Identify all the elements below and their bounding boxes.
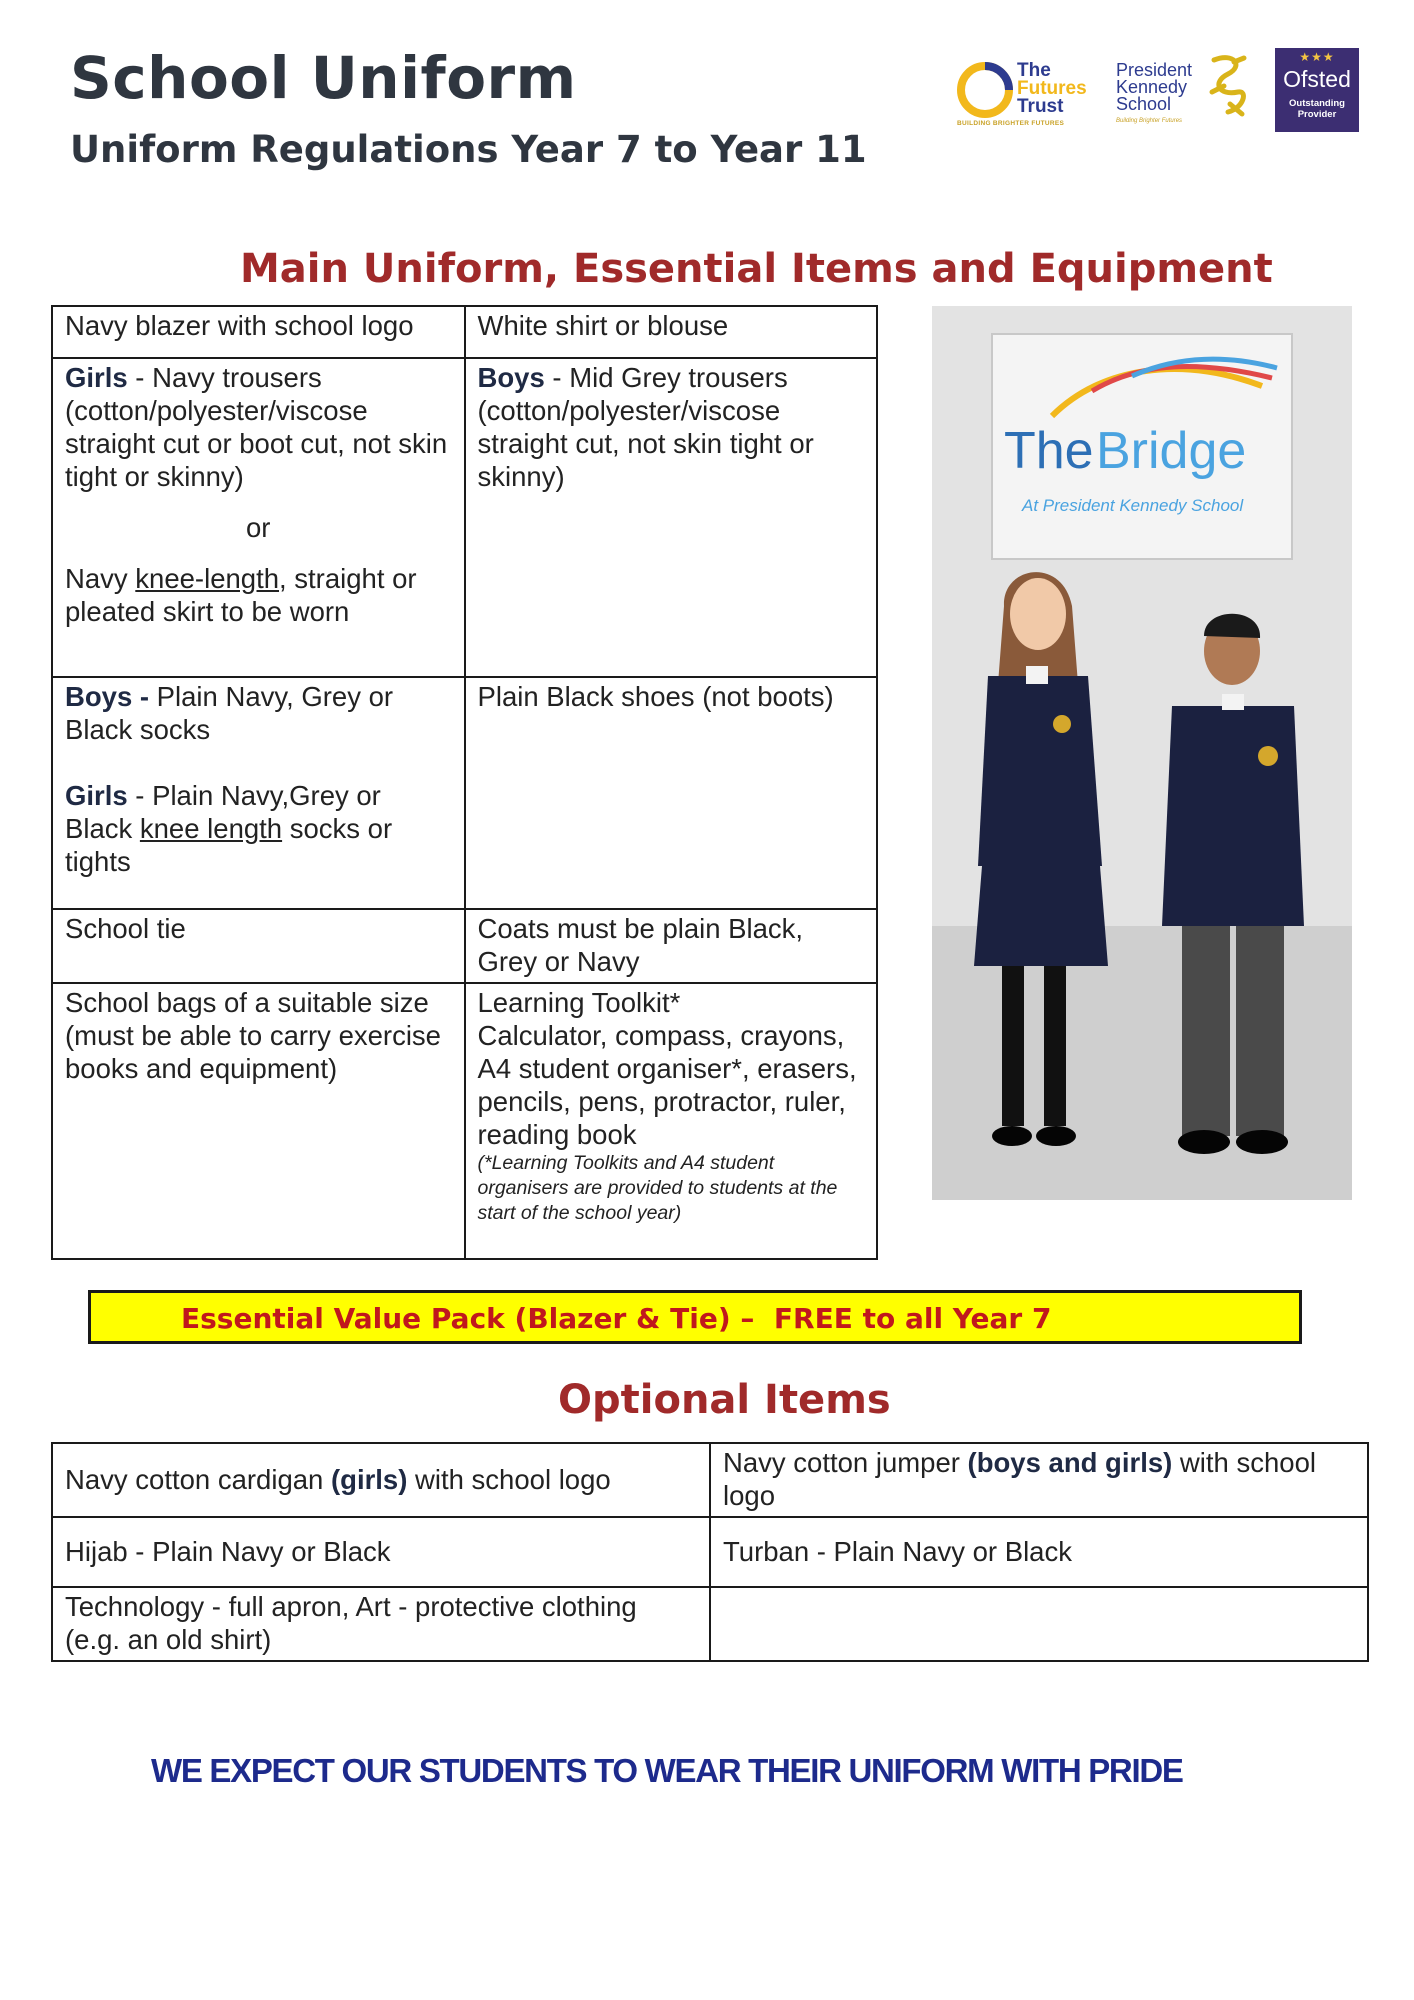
table-row <box>52 909 877 983</box>
table-cell <box>52 358 465 677</box>
table-cell <box>52 909 465 983</box>
table-cell <box>710 1443 1368 1517</box>
or-text: or <box>246 512 271 543</box>
futures-ring-icon <box>955 60 1015 120</box>
students-photo-illustration <box>932 306 1352 1200</box>
skirt-knee-length: knee-length <box>135 563 280 594</box>
tie-text: School tie <box>65 913 186 944</box>
technology-text: Technology - full apron, Art - protective clothing (e.g. an old shirt) <box>65 1591 637 1655</box>
skirt-pre: Navy <box>65 563 136 594</box>
girls-socks-text-1: - Plain Navy,Grey or Black <box>65 780 381 844</box>
value-pack-text: Essential Value Pack (Blazer & Tie) – FREE to all Year 7 <box>181 1302 1052 1335</box>
boys-socks-label: Boys - <box>65 681 150 712</box>
optional-items-heading: Optional Items <box>558 1377 891 1423</box>
table-cell <box>52 677 465 909</box>
toolkit-note: (*Learning Toolkits and A4 student organisers are provided to students at the start of the school year) <box>477 1152 838 1224</box>
pride-footer: WE EXPECT OUR STUDENTS TO WEAR THEIR UNIFORM WITH PRIDE <box>151 1752 1183 1789</box>
main-uniform-heading: Main Uniform, Essential Items and Equipment <box>240 246 1273 292</box>
table-cell <box>465 983 878 1259</box>
cardigan-text-1: Navy cotton cardigan <box>65 1463 331 1495</box>
president-kennedy-logo <box>1112 50 1252 130</box>
ofsted-stars-icon: ★★★ <box>1299 50 1335 64</box>
pk-crest-icon <box>1204 52 1252 122</box>
table-cell <box>465 358 878 677</box>
table-cell <box>52 1443 710 1517</box>
futures-line-3: Trust <box>1017 96 1064 117</box>
shirt-text: White shirt or blouse <box>477 310 729 341</box>
girls-socks-text-2: socks or tights <box>65 813 393 877</box>
optional-items-table <box>51 1442 1369 1662</box>
shoes-text: Plain Black shoes (not boots) <box>477 681 834 712</box>
blazer-text: Navy blazer with school logo <box>65 310 414 341</box>
value-pack-banner <box>88 1290 1302 1344</box>
students-photo <box>932 306 1352 1200</box>
futures-trust-logo <box>955 58 1095 130</box>
sign-sub: At President Kennedy School <box>1022 496 1244 515</box>
sign-bridge: Bridge <box>1096 422 1247 480</box>
table-cell <box>465 677 878 909</box>
main-uniform-table <box>51 305 878 1260</box>
organiser-text: A4 student organiser* <box>477 1053 742 1084</box>
equipment-text-1: Calculator, compass, crayons, <box>477 1020 845 1051</box>
page-subtitle: Uniform Regulations Year 7 to Year 11 <box>70 128 867 171</box>
table-row <box>52 677 877 909</box>
boys-label: Boys <box>477 362 545 393</box>
turban-text: Turban - Plain Navy or Black <box>723 1535 1072 1567</box>
table-row <box>52 358 877 677</box>
ofsted-sub-1: Outstanding <box>1289 98 1345 109</box>
table-row <box>52 1443 1368 1517</box>
table-cell <box>710 1517 1368 1587</box>
futures-tagline: BUILDING BRIGHTER FUTURES <box>957 120 1065 127</box>
girls-socks-knee-length: knee length <box>139 813 283 844</box>
girls-label: Girls <box>65 362 128 393</box>
coats-text: Coats must be plain Black, Grey or Navy <box>477 913 804 977</box>
table-cell <box>52 1517 710 1587</box>
ofsted-logo <box>1275 48 1359 132</box>
pk-line-1: President <box>1116 60 1193 80</box>
page-title: School Uniform <box>70 44 577 112</box>
table-cell <box>52 983 465 1259</box>
toolkit-label: Learning Toolkit* <box>477 987 681 1018</box>
futures-line-2: Futures <box>1017 78 1087 99</box>
hijab-text: Hijab - Plain Navy or Black <box>65 1535 391 1567</box>
ofsted-sub-2: Provider <box>1297 109 1337 120</box>
equipment-text-2: , erasers, pencils, pens, protractor, ruler, reading book <box>477 1053 857 1150</box>
pk-tagline: Building Brighter Futures <box>1116 118 1183 124</box>
girls-socks-label: Girls <box>65 780 128 811</box>
table-cell <box>52 1587 710 1661</box>
table-row <box>52 1587 1368 1661</box>
ofsted-name: Ofsted <box>1283 66 1351 92</box>
jumper-boys-girls: (boys and girls) <box>967 1447 1173 1478</box>
table-row <box>52 983 877 1259</box>
skirt-post: , straight or pleated skirt to be worn <box>65 563 417 627</box>
pk-line-3: School <box>1116 94 1172 114</box>
sign-the: The <box>1004 422 1094 480</box>
table-cell <box>465 909 878 983</box>
table-row <box>52 1517 1368 1587</box>
table-cell <box>52 306 465 358</box>
girls-trousers-text: - Navy trousers (cotton/polyester/viscose straight cut or boot cut, not skin tight or skinny) <box>65 362 448 492</box>
futures-line-1: The <box>1017 60 1051 81</box>
bags-text: School bags of a suitable size (must be able to carry exercise books and equipment) <box>65 987 441 1084</box>
table-row <box>52 306 877 358</box>
cardigan-girls: (girls) <box>330 1463 408 1495</box>
boys-socks-text: Plain Navy, Grey or Black socks <box>65 681 394 745</box>
jumper-text-2: with school logo <box>723 1447 1316 1511</box>
boys-trousers-text: - Mid Grey trousers (cotton/polyester/viscose straight cut, not skin tight or skinny) <box>477 362 814 492</box>
cardigan-text-2: with school logo <box>407 1463 611 1495</box>
table-cell <box>710 1587 1368 1661</box>
table-cell <box>465 306 878 358</box>
pk-line-2: Kennedy <box>1116 77 1188 97</box>
jumper-text-1: Navy cotton jumper <box>723 1447 968 1478</box>
